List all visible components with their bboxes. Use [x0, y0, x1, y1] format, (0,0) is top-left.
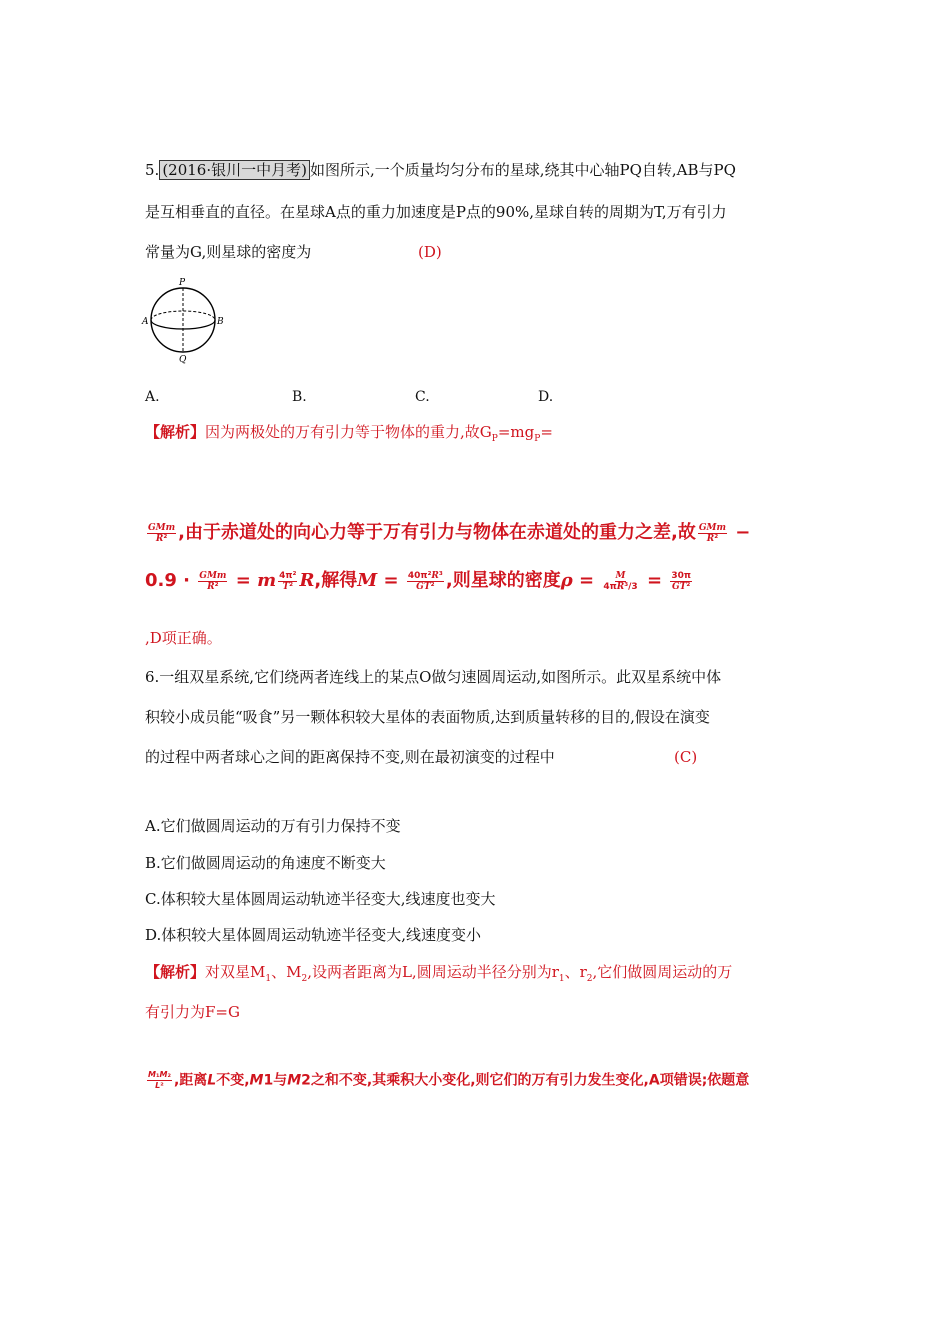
q5-line3: 常量为G,则星球的密度为	[145, 243, 312, 261]
q6-line2: 积较小成员能“吸食”另一颗体积较大星体的表面物质,达到质量转移的目的,假设在演变	[145, 708, 710, 726]
q5-analysis-label: 【解析】	[145, 423, 206, 441]
q5-analysis: 【解析】因为两极处的万有引力等于物体的重力,故$G_P=mg_P=$	[145, 423, 553, 444]
q5-math-line1: $\frac{\text{GMm}}{\text{R²}}$ ,由于赤道处的向心力等于万有引力与物体在赤道处的重力之差,故 $\frac{\text{GMm}}{\text{R²}}$ −	[148, 522, 751, 544]
fraction-gmm-r2: $\frac{\text{GMm}}{\text{R²}}$	[148, 522, 176, 544]
q6-analysis-line1: 【解析】对双星$M_1$、$M_2$,设两者距离为L,圆周运动半径分别为$r_1$、$r_2$,它们做圆周运动的万	[145, 963, 733, 984]
q5-conclusion: ,D项正确。	[145, 629, 222, 647]
label-p: P	[179, 278, 186, 288]
q6-line3: 的过程中两者球心之间的距离保持不变,则在最初演变的过程中	[145, 748, 555, 766]
q5-answer: (D)	[418, 243, 442, 261]
q6-line1: 6.一组双星系统,它们绕两者连线上的某点O做匀速圆周运动,如图所示。此双星系统中体	[145, 668, 722, 686]
q5-line1	[145, 160, 736, 180]
q5-option-b: B.	[292, 389, 307, 405]
label-a: A	[142, 317, 149, 327]
q5-option-a: A.	[145, 389, 160, 405]
q6-analysis-line3: $\frac{\text{M₁M₂}}{\text{L²}}$ ,距离L不变,M1与M2之和不变,其乘积大小变化,则它们的万有引力发生变化,A项错误;依题意	[148, 1070, 750, 1090]
q5-stem-1: 如图所示,一个质量均匀分布的星球,绕其中心轴PQ自转,AB与PQ	[309, 161, 736, 179]
q6-option-a: A.它们做圆周运动的万有引力保持不变	[145, 817, 401, 835]
label-q: Q	[179, 355, 187, 365]
q5-option-c: C.	[415, 389, 430, 405]
label-b: B	[217, 317, 224, 327]
q6-option-c: C.体积较大星体圆周运动轨迹半径变大,线速度也变大	[145, 890, 496, 908]
q6-analysis-line2: 有引力为F=G	[145, 1003, 240, 1021]
q5-line2: 是互相垂直的直径。在星球A点的重力加速度是P点的90%,星球自转的周期为T,万有引力	[145, 203, 727, 221]
q5-source-tag: (2016·银川一中月考)	[159, 160, 310, 180]
q6-option-d: D.体积较大星体圆周运动轨迹半径变大,线速度变小	[145, 926, 482, 944]
q6-answer: (C)	[674, 748, 698, 766]
q5-number: 5.	[145, 161, 160, 179]
sphere-figure	[138, 274, 230, 366]
q5-math-line2: 0.9 · $\frac{\text{GMm}}{\text{R²}}$ = m $\frac{\text{4π²}}{\text{T²}}$ R,解得M = $\frac{\text{40π²R³}}{\text{GT²}}$ ,则星球的密度ρ = $\frac{M}{\text{4πR³/3}}$ = $\frac{30\pi}{\text{GT²}}$	[145, 570, 691, 592]
q6-option-b: B.它们做圆周运动的角速度不断变大	[145, 854, 386, 872]
q6-analysis-label: 【解析】	[145, 963, 206, 981]
q5-option-d: D.	[538, 389, 554, 405]
